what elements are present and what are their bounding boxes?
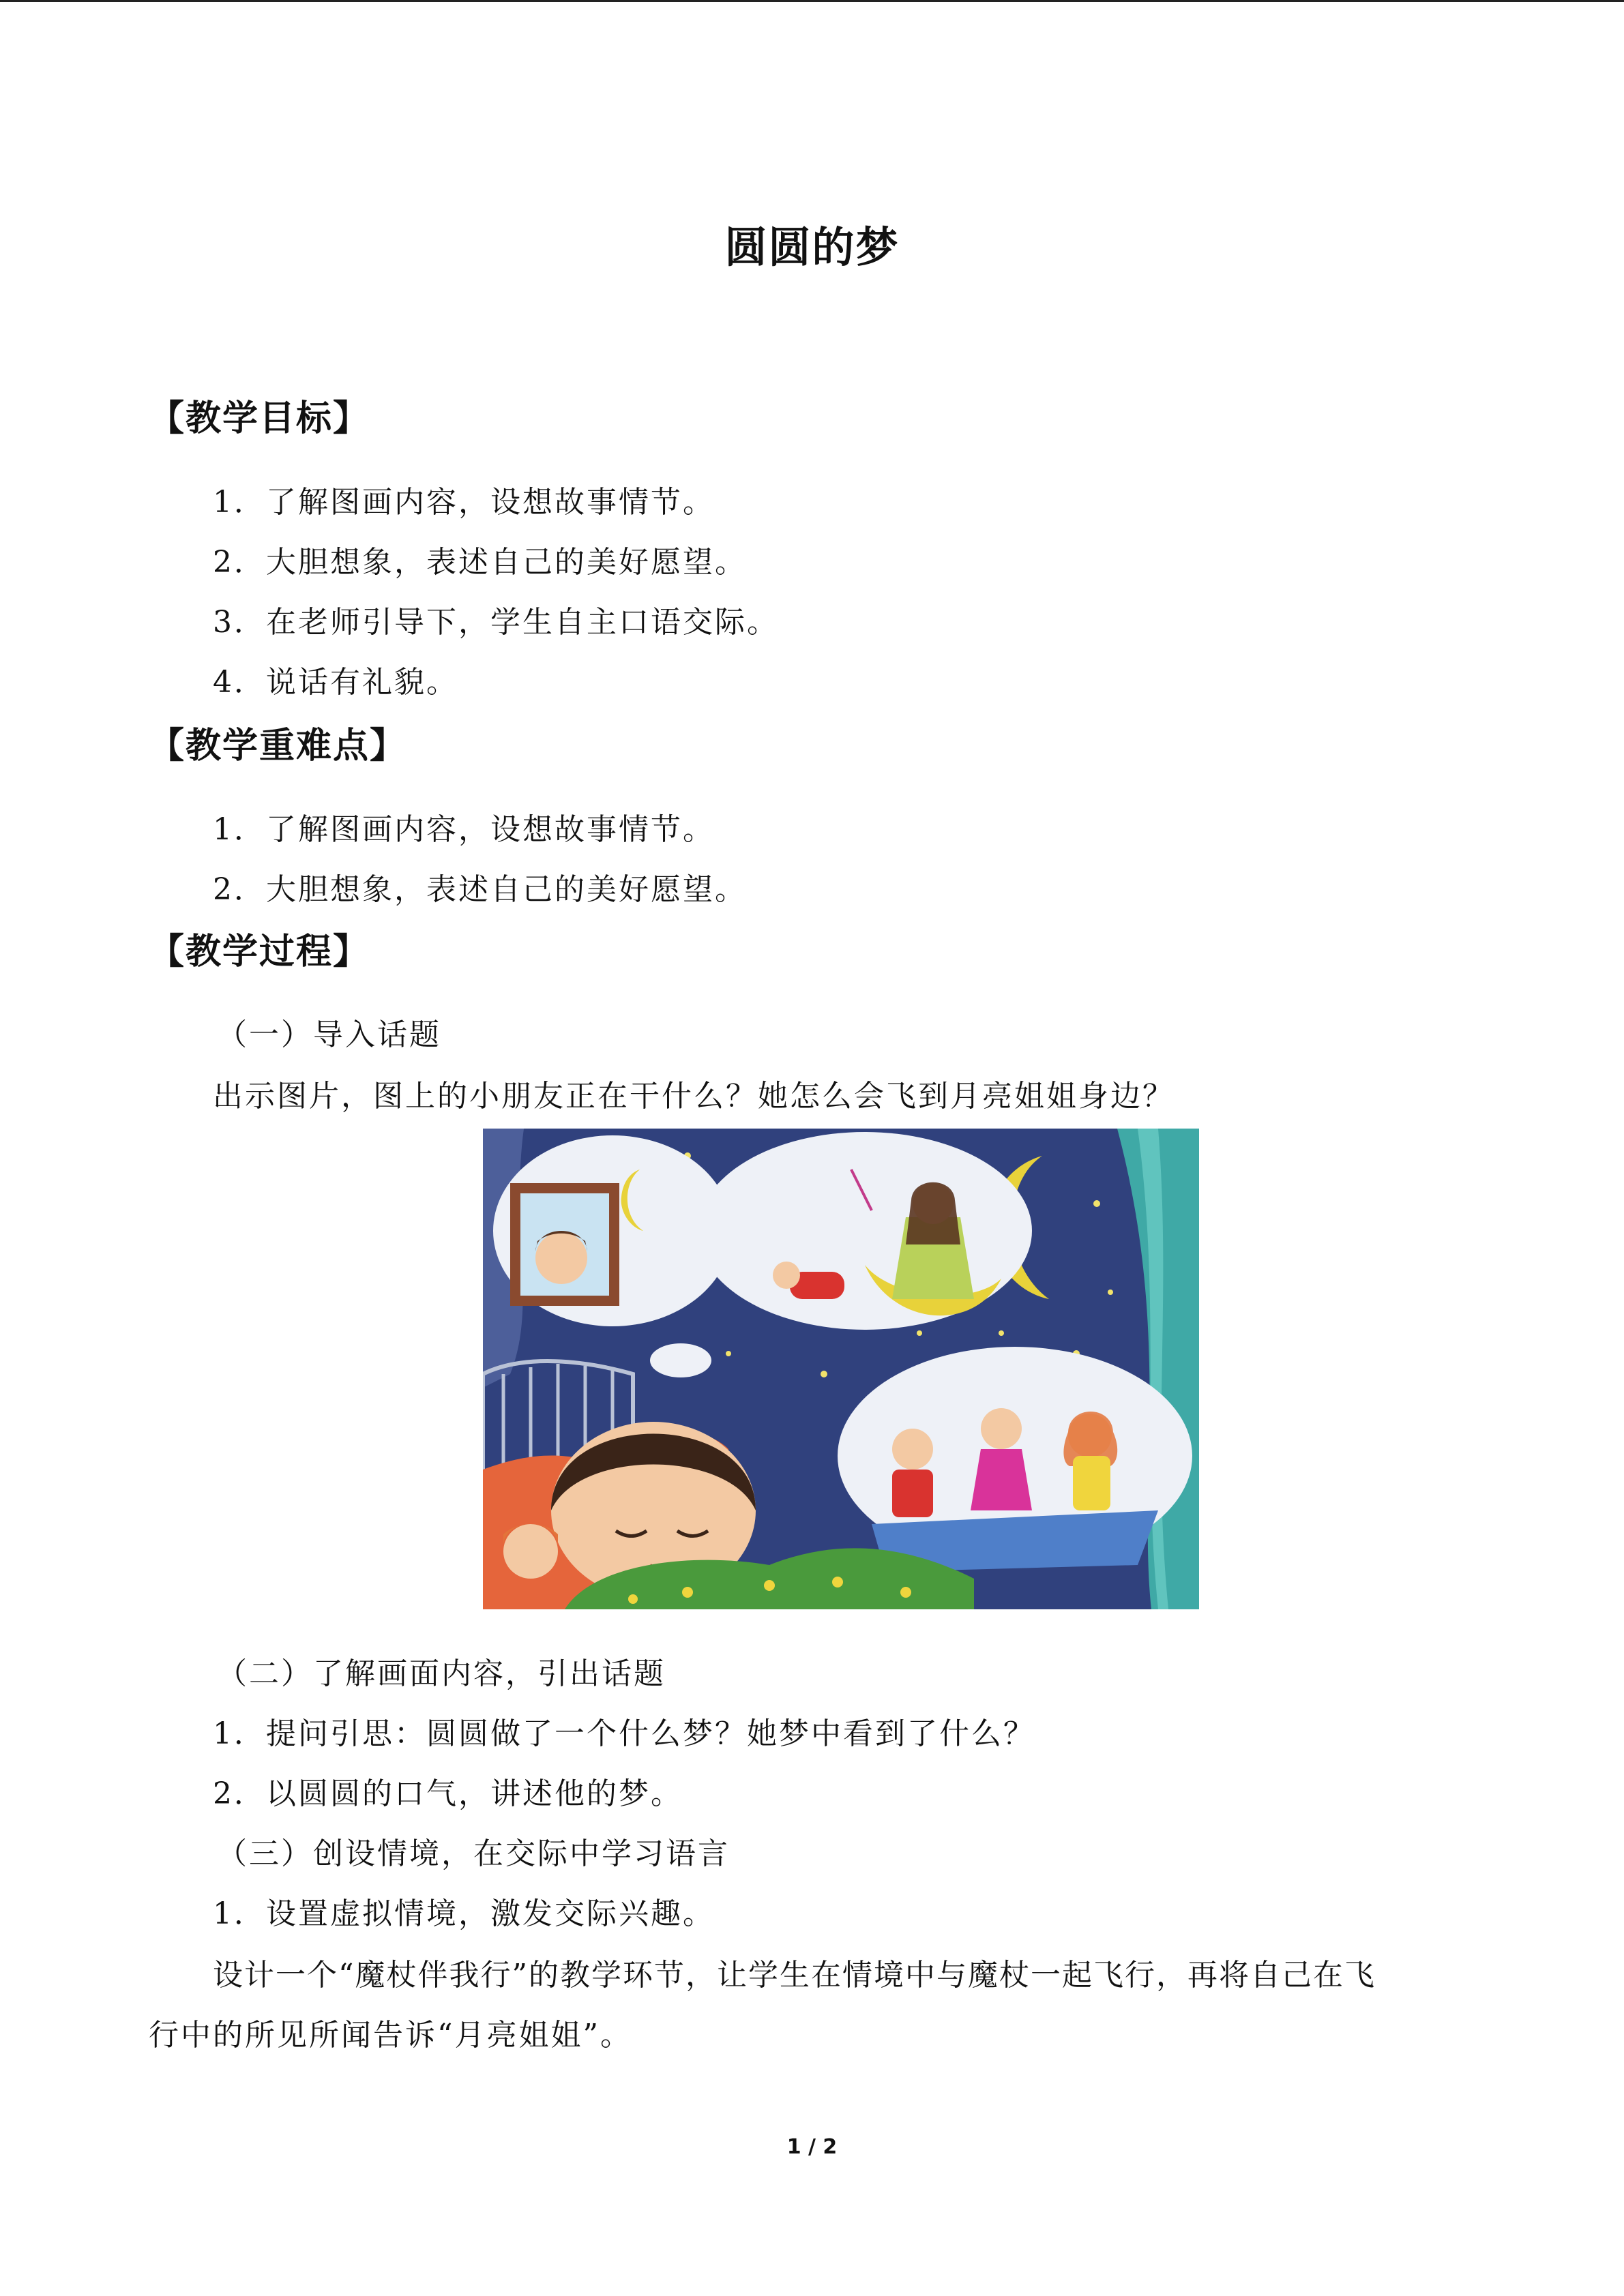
key-point-item-1: 1．了解图画内容，设想故事情节。 (213, 812, 715, 847)
key-point-item-2: 2．大胆想象，表述自己的美好愿望。 (213, 872, 747, 907)
heading-teaching-goals: 【教学目标】 (149, 398, 370, 439)
goal-item-2: 2．大胆想象，表述自己的美好愿望。 (213, 545, 747, 580)
process-intro: 出示图片，图上的小朋友正在干什么？她怎么会飞到月亮姐姐身边？ (213, 1079, 1175, 1114)
page-title: 圆圆的梦 (724, 222, 900, 272)
story-illustration (483, 1129, 1199, 1609)
process-step-1: （一）导入话题 (217, 1017, 441, 1052)
page-number: 1 / 2 (786, 2135, 838, 2159)
process-step-3: （三）创设情境，在交际中学习语言 (217, 1836, 730, 1871)
dream-scene-image (483, 1129, 1199, 1609)
process-step-3-item-1: 1．设置虚拟情境，激发交际兴趣。 (213, 1896, 715, 1931)
process-paragraph-line-2: 行中的所见所闻告诉“月亮姐姐”。 (149, 2018, 632, 2053)
heading-teaching-process: 【教学过程】 (149, 931, 370, 972)
process-step-2-item-2: 2．以圆圆的口气，讲述他的梦。 (213, 1776, 683, 1811)
process-paragraph-line-1: 设计一个“魔杖伴我行”的教学环节，让学生在情境中与魔杖一起飞行，再将自己在飞 (213, 1958, 1376, 1993)
process-step-2: （二）了解画面内容，引出话题 (217, 1656, 666, 1691)
goal-item-3: 3．在老师引导下，学生自主口语交际。 (213, 605, 779, 640)
goal-item-4: 4．说话有礼貌。 (213, 665, 458, 700)
process-step-2-item-1: 1．提问引思：圆圆做了一个什么梦？她梦中看到了什么？ (213, 1716, 1035, 1751)
goal-item-1: 1．了解图画内容，设想故事情节。 (213, 485, 715, 520)
heading-key-points: 【教学重难点】 (149, 725, 407, 766)
